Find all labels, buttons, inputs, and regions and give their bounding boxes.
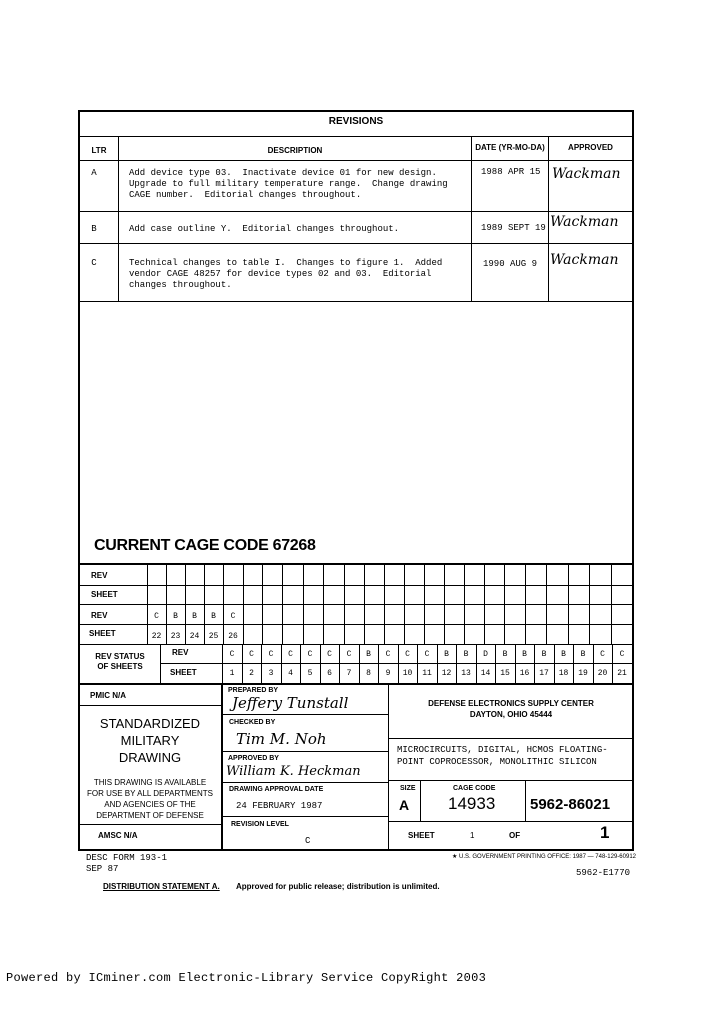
lower-sheet-cell: 20	[597, 669, 608, 678]
col-description-header: DESCRIPTION	[267, 146, 323, 155]
lower-sheet-cell: 14	[480, 669, 491, 678]
lower-sheet-cell: 5	[307, 669, 313, 678]
lower-sheet-cell: 3	[268, 669, 274, 678]
lower-rev-cell: B	[463, 650, 469, 659]
lower-rev-cell: B	[580, 650, 586, 659]
lower-rev-cell: C	[619, 650, 625, 659]
upper-rev-cell: B	[192, 612, 197, 621]
lower-rev-cell: C	[385, 650, 391, 659]
pmic-label: PMIC N/A	[90, 691, 126, 700]
lower-rev-cell: C	[288, 650, 293, 659]
size-label: SIZE	[400, 785, 416, 792]
revision-letter: A	[91, 168, 97, 178]
lower-sheet-cell: 16	[519, 669, 530, 678]
lower-rev-cell: C	[405, 650, 410, 659]
revision-level: C	[305, 836, 311, 846]
standardized-military-drawing: STANDARDIZED MILITARY DRAWING	[99, 716, 201, 765]
lower-rev-label: REV	[172, 648, 189, 657]
lower-sheet-cell: 15	[500, 669, 510, 678]
prepared-by-signature: Jeffery Tunstall	[232, 694, 349, 712]
revision-description: Add case outline Y. Editorial changes throughout.	[129, 224, 400, 234]
col-approved-header: APPROVED	[568, 143, 613, 152]
upper-sheet-cell: 25	[208, 632, 219, 641]
checked-by-label: CHECKED BY	[229, 719, 276, 726]
lower-sheet-cell: 21	[617, 669, 627, 678]
total-sheets: 1	[600, 823, 610, 842]
lower-rev-cell: D	[483, 650, 488, 659]
lower-sheet-cell: 19	[578, 669, 588, 678]
lower-sheet-cell: 8	[366, 669, 371, 678]
revision-approval-signature: Wackman	[550, 252, 619, 268]
lower-rev-cell: B	[444, 650, 449, 659]
cage-code-label: CAGE CODE	[453, 785, 496, 792]
revision-date: 1988 APR 15	[481, 167, 541, 177]
revision-approval-signature: Wackman	[550, 214, 619, 230]
revision-description: Add device type 03. Inactivate device 01 for new design. Upgrade to full military temperature range. Change drawing CAGE number. Editorial changes throughout.	[129, 168, 448, 200]
lower-sheet-cell: 18	[558, 669, 569, 678]
lower-rev-cell: C	[327, 650, 332, 659]
upper-rev-cell: C	[154, 612, 159, 621]
lower-rev-cell: B	[561, 650, 566, 659]
form-number: DESC FORM 193-1 SEP 87	[86, 853, 168, 874]
lower-sheet-cell: 2	[249, 669, 254, 678]
lower-sheet-cell: 17	[539, 669, 549, 678]
lower-sheet-cell: 6	[327, 669, 332, 678]
lower-rev-cell: C	[268, 650, 274, 659]
size-value: A	[399, 797, 410, 813]
lower-sheet-label: SHEET	[170, 668, 197, 677]
rev-status-label: REV STATUS OF SHEETS	[95, 652, 145, 671]
revision-level-label: REVISION LEVEL	[231, 821, 289, 828]
upper-sheet-cell: 23	[170, 632, 181, 641]
document-number: 5962-E1770	[576, 868, 631, 878]
cage-code-value: 14933	[448, 794, 496, 813]
lower-sheet-cell: 11	[422, 669, 432, 678]
lower-rev-cell: B	[541, 650, 547, 659]
lower-rev-cell: B	[366, 650, 371, 659]
lower-rev-cell: C	[600, 650, 605, 659]
distribution-statement-text: Approved for public release; distribution is unlimited.	[236, 882, 440, 891]
upper-sheet-label: SHEET	[89, 629, 116, 638]
powered-by-footer: Powered by ICminer.com Electronic-Library Service CopyRight 2003	[6, 971, 487, 985]
upper-sheet-cell: 24	[189, 632, 200, 641]
upper-rev-label: REV	[91, 611, 108, 620]
col-date-header: DATE (YR-MO-DA)	[475, 143, 545, 152]
upper-rev-label: REV	[91, 571, 108, 580]
revision-approval-signature: Wackman	[552, 166, 621, 182]
drawing-title: MICROCIRCUITS, DIGITAL, HCMOS FLOATING- POINT COPROCESSOR, MONOLITHIC SILICON	[397, 745, 608, 767]
checked-by-signature: Tim M. Noh	[236, 730, 327, 748]
revision-description: Technical changes to table I. Changes to figure 1. Added vendor CAGE 48257 for device types 02 and 03. Editorial changes throughout.	[129, 258, 443, 290]
lower-sheet-cell: 9	[385, 669, 391, 678]
approval-date: 24 FEBRUARY 1987	[236, 801, 323, 811]
prepared-by-label: PREPARED BY	[228, 687, 279, 694]
lower-sheet-cell: 12	[441, 669, 452, 678]
lower-sheet-cell: 4	[288, 669, 293, 678]
upper-rev-cell: C	[230, 612, 236, 621]
lower-sheet-cell: 13	[461, 669, 471, 678]
lower-rev-cell: C	[249, 650, 254, 659]
drawing-number: 5962-86021	[530, 796, 611, 813]
lower-sheet-cell: 7	[346, 669, 352, 678]
lower-rev-cell: B	[502, 650, 508, 659]
of-label: OF	[509, 831, 521, 840]
lower-sheet-cell: 1	[229, 669, 235, 678]
agency-name: DEFENSE ELECTRONICS SUPPLY CENTER DAYTON, OHIO 45444	[428, 699, 594, 719]
lower-rev-cell: C	[346, 650, 352, 659]
gpo-imprint: ★ U.S. GOVERNMENT PRINTING OFFICE: 1987 — 748-129-60912	[452, 854, 636, 860]
lower-rev-cell: B	[522, 650, 527, 659]
lower-rev-cell: C	[424, 650, 430, 659]
amsc-label: AMSC N/A	[98, 831, 138, 840]
lower-rev-cell: C	[229, 650, 235, 659]
approved-by-signature: William K. Heckman	[226, 764, 361, 779]
current-cage-code-banner: CURRENT CAGE CODE 67268	[94, 537, 316, 554]
revision-date: 1989 SEPT 19	[481, 223, 546, 233]
upper-sheet-cell: 26	[228, 632, 238, 641]
approved-by-label: APPROVED BY	[228, 755, 279, 762]
revision-letter: C	[91, 258, 97, 268]
revision-date: 1990 AUG 9	[483, 259, 538, 269]
upper-sheet-label: SHEET	[91, 590, 118, 599]
upper-sheet-cell: 22	[151, 632, 162, 641]
sheet-number: 1	[470, 831, 475, 840]
lower-sheet-cell: 10	[402, 669, 413, 678]
availability-statement: THIS DRAWING IS AVAILABLE FOR USE BY ALL DEPARTMENTS AND AGENCIES OF THE DEPARTMENT OF DEFENSE	[87, 778, 213, 820]
upper-rev-cell: B	[173, 612, 178, 621]
sheet-label: SHEET	[408, 831, 435, 840]
revision-letter: B	[91, 224, 97, 234]
distribution-statement-label: DISTRIBUTION STATEMENT A.	[103, 882, 220, 891]
lower-rev-cell: C	[307, 650, 313, 659]
approval-date-label: DRAWING APPROVAL DATE	[229, 786, 324, 793]
col-ltr-header: LTR	[91, 146, 107, 155]
revisions-title: REVISIONS	[328, 116, 384, 127]
upper-rev-cell: B	[211, 612, 216, 621]
